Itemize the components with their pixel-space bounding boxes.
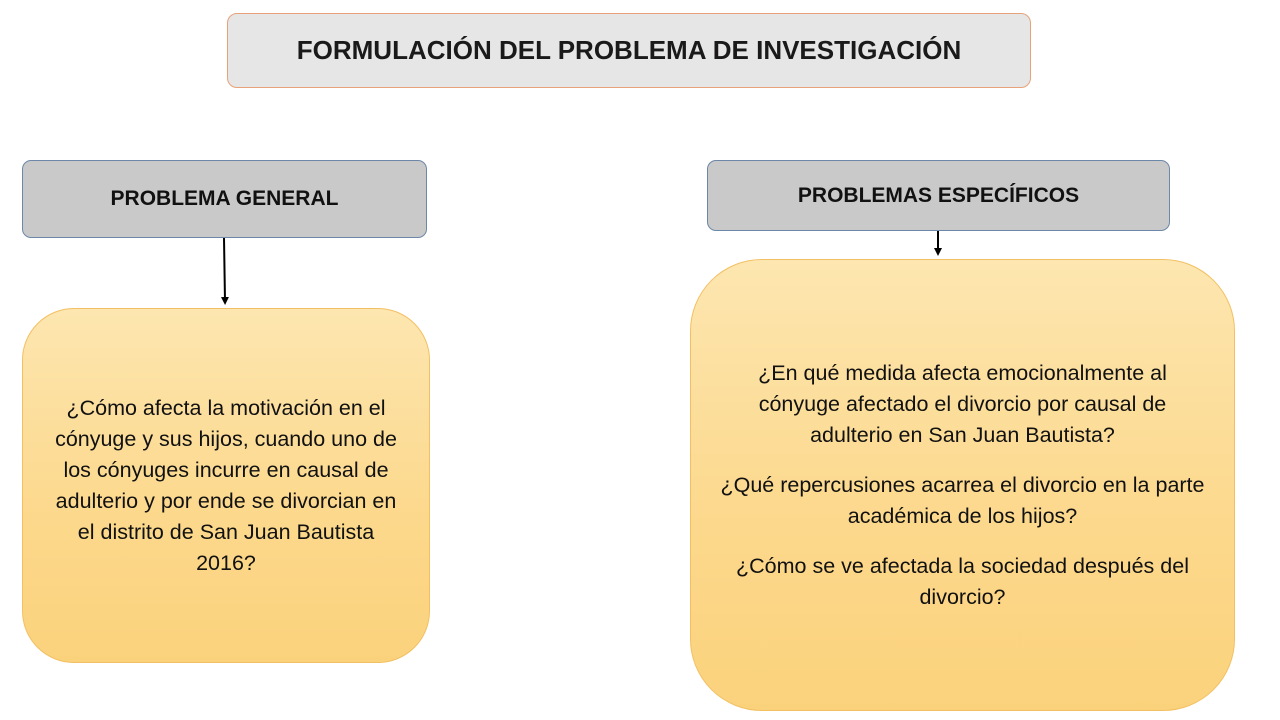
general-problem-box	[22, 308, 430, 663]
specific-problems-header-label: PROBLEMAS ESPECÍFICOS	[797, 183, 1080, 207]
specific-question-1: ¿En qué medida afecta emocionalmente al cónyuge afectado el divorcio por causal de adulterio en San Juan Bautista?	[758, 360, 1167, 447]
general-problem-header	[22, 160, 427, 238]
specific-question-3: ¿Cómo se ve afectada la sociedad después del divorcio?	[736, 553, 1189, 609]
specific-problems-box	[690, 259, 1235, 711]
general-problem-question: ¿Cómo afecta la motivación en el cónyuge y sus hijos, cuando uno de los cónyuges incurre en causal de adulterio y por ende se divorcian en el distrito de San Juan Bautista 2016?	[55, 395, 397, 575]
title-box	[227, 13, 1031, 88]
general-problem-header-label: PROBLEMA GENERAL	[110, 187, 339, 210]
specific-question-2: ¿Qué repercusiones acarrea el divorcio en la parte académica de los hijos?	[720, 472, 1205, 528]
specific-problems-header	[707, 160, 1170, 231]
diagram-title: FORMULACIÓN DEL PROBLEMA DE INVESTIGACIÓN	[296, 35, 962, 65]
general-connector-arrow	[224, 238, 225, 301]
